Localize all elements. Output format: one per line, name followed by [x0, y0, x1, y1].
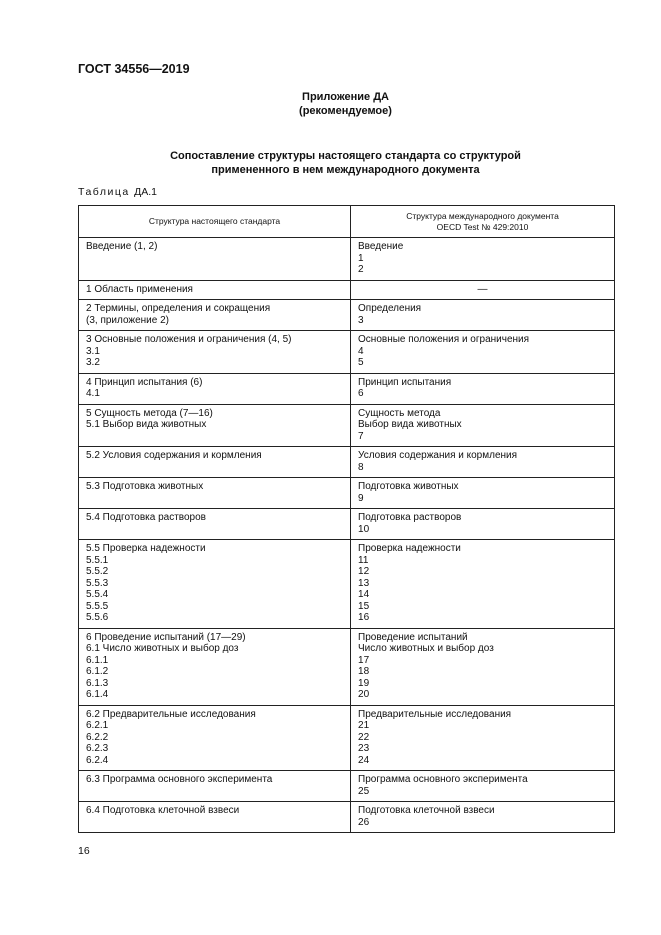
cell-line: 20 [358, 689, 370, 700]
cell-line: 6.1 Число животных и выбор доз [86, 643, 239, 654]
page-number: 16 [78, 845, 90, 857]
cell-line: 6.2 Предварительные исследования [86, 708, 256, 720]
cell-line: 6.1.4 [86, 689, 109, 700]
cell-line: Выбор вида животных [358, 419, 462, 430]
table-label [78, 186, 157, 198]
cell-line: Предварительные исследования [358, 708, 512, 720]
cell-line [86, 253, 343, 265]
cell-line: 9 [358, 492, 364, 504]
cell-line: Число животных и выбор доз [358, 643, 494, 654]
cell-line: Подготовка клеточной взвеси [358, 805, 495, 816]
cell-line: 4 Принцип испытания (6) [86, 376, 203, 388]
header-left: Структура настоящего стандарта [79, 206, 351, 238]
cell-line: 5.2 Условия содержания и кормления [86, 450, 262, 461]
cell-line: Программа основного эксперимента [358, 774, 528, 785]
cell-line: 12 [358, 566, 370, 577]
cell-line: 26 [358, 816, 370, 828]
table-row [79, 331, 615, 374]
cell-line: 25 [358, 785, 370, 797]
cell-right [351, 705, 615, 771]
cell-line: 5 [358, 357, 364, 368]
cell-line: Определения [358, 303, 422, 314]
header-right-line2: OECD Test № 429:2010 [436, 221, 529, 232]
cell-line: 4 [358, 345, 364, 357]
cell-line: 6.2.4 [86, 754, 109, 766]
table-row [79, 478, 615, 509]
cell-line: (3, приложение 2) [86, 314, 169, 326]
cell-line: 6.2.2 [86, 731, 109, 743]
cell-line: 5.5.3 [86, 577, 109, 589]
cell-line: 5.3 Подготовка животных [86, 481, 204, 492]
table-row [79, 447, 615, 478]
cell-line: 7 [358, 430, 364, 442]
cell-right [351, 509, 615, 540]
cell-line: 6.3 Программа основного эксперимента [86, 774, 273, 785]
cell-line: 18 [358, 666, 370, 677]
cell-line: Основные положения и ограничения [358, 334, 530, 345]
cell-right [351, 300, 615, 331]
cell-line [86, 817, 343, 829]
cell-right [351, 540, 615, 629]
document-code: ГОСТ 34556—2019 [78, 62, 190, 76]
cell-line [86, 786, 343, 798]
cell-line: 5.5.5 [86, 600, 109, 612]
cell-line: 1 Область применения [86, 283, 193, 295]
appendix-heading [0, 90, 661, 118]
cell-right [351, 628, 615, 705]
cell-line: Сущность метода [358, 407, 441, 419]
cell-line: 24 [358, 754, 370, 766]
cell-line: — [477, 283, 488, 295]
cell-line: 5.5.4 [86, 589, 109, 600]
cell-line: 4.1 [86, 388, 100, 399]
cell-line: 6.2.3 [86, 743, 109, 754]
cell-left [79, 540, 351, 629]
table-row [79, 404, 615, 447]
cell-right [351, 771, 615, 802]
table-label-prefix: Таблица [78, 186, 130, 198]
table-row [79, 705, 615, 771]
cell-line: 6 [358, 388, 364, 399]
appendix-title: Приложение ДА [302, 91, 389, 103]
cell-line [86, 493, 343, 505]
table-label-number: ДА.1 [134, 186, 157, 198]
cell-line: 3.1 [86, 345, 100, 357]
cell-left [79, 478, 351, 509]
cell-left [79, 238, 351, 281]
cell-line: Условия содержания и кормления [358, 450, 518, 461]
cell-right [351, 280, 615, 300]
table-row [79, 373, 615, 404]
cell-line: 3.2 [86, 357, 100, 368]
cell-line: Проверка надежности [358, 543, 461, 554]
table-row [79, 238, 615, 281]
cell-line: 17 [358, 654, 370, 666]
cell-line: 14 [358, 589, 370, 600]
cell-left [79, 447, 351, 478]
cell-line: 5.4 Подготовка растворов [86, 512, 206, 523]
table-row [79, 802, 615, 833]
table-row [79, 280, 615, 300]
comparison-title-line1: Сопоставление структуры настоящего стандарта со структурой [170, 150, 521, 162]
cell-left [79, 628, 351, 705]
cell-line: 6.1.2 [86, 666, 109, 677]
table-row [79, 771, 615, 802]
cell-line: 8 [358, 461, 364, 473]
cell-left [79, 373, 351, 404]
comparison-title-line2: примененного в нем международного документа [211, 164, 480, 176]
cell-left [79, 280, 351, 300]
cell-line: 5.5.6 [86, 612, 109, 623]
cell-right [351, 802, 615, 833]
header-right-line1: Структура международного документа [406, 211, 559, 221]
cell-left [79, 509, 351, 540]
cell-line: Введение (1, 2) [86, 241, 158, 252]
cell-line: 10 [358, 523, 370, 535]
cell-line: 13 [358, 577, 370, 589]
cell-line: 15 [358, 600, 370, 612]
header-right [351, 206, 615, 238]
cell-line: 2 Термины, определения и сокращения [86, 303, 271, 314]
cell-line: Подготовка растворов [358, 512, 462, 523]
cell-line: 16 [358, 612, 370, 623]
cell-line: 5.5.1 [86, 554, 109, 566]
cell-line [86, 524, 343, 536]
cell-line: Проведение испытаний [358, 631, 468, 643]
cell-right [351, 404, 615, 447]
cell-line [86, 264, 343, 276]
table-row [79, 509, 615, 540]
cell-line: 5 Сущность метода (7—16) [86, 407, 213, 419]
cell-line: Принцип испытания [358, 376, 452, 388]
cell-line [86, 431, 343, 443]
cell-left [79, 705, 351, 771]
cell-line: 5.1 Выбор вида животных [86, 419, 207, 430]
cell-left [79, 404, 351, 447]
cell-line: 23 [358, 743, 370, 754]
cell-line: 22 [358, 731, 370, 743]
appendix-subtitle: (рекомендуемое) [299, 105, 392, 117]
cell-line: 2 [358, 264, 364, 275]
cell-line: 11 [358, 554, 369, 566]
cell-left [79, 802, 351, 833]
cell-line: 3 Основные положения и ограничения (4, 5) [86, 334, 292, 345]
cell-line: 5.5.2 [86, 566, 109, 577]
table-row [79, 540, 615, 629]
cell-left [79, 331, 351, 374]
cell-line: Подготовка животных [358, 481, 459, 492]
cell-left [79, 771, 351, 802]
cell-line: 21 [358, 720, 370, 731]
table-row [79, 300, 615, 331]
comparison-title [0, 149, 661, 177]
cell-line: 6.2.1 [86, 720, 109, 731]
cell-line: 6 Проведение испытаний (17—29) [86, 631, 246, 643]
cell-line: 3 [358, 314, 364, 326]
cell-right [351, 331, 615, 374]
cell-line: 6.1.1 [86, 654, 109, 666]
cell-right [351, 447, 615, 478]
cell-line: 6.4 Подготовка клеточной взвеси [86, 805, 240, 816]
cell-line: 5.5 Проверка надежности [86, 543, 206, 554]
table-row [79, 628, 615, 705]
table-header-row [79, 206, 615, 238]
comparison-table [78, 205, 615, 833]
cell-line: Введение [358, 241, 404, 252]
cell-line: 1 [358, 252, 364, 264]
cell-right [351, 238, 615, 281]
cell-line: 19 [358, 677, 370, 689]
cell-right [351, 478, 615, 509]
cell-right [351, 373, 615, 404]
table-body [79, 238, 615, 833]
cell-line: 6.1.3 [86, 677, 109, 689]
cell-left [79, 300, 351, 331]
cell-line [86, 462, 343, 474]
